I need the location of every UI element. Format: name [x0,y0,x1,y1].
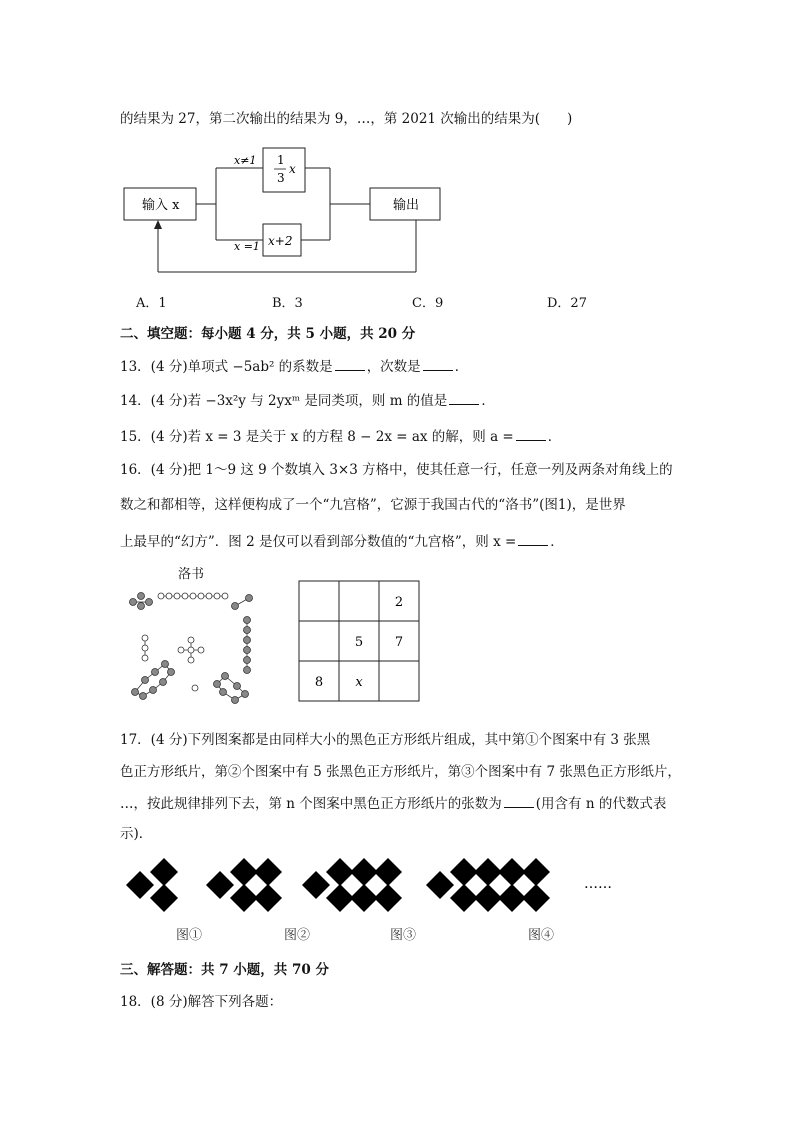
grid-cell-r3c1: 8 [314,675,324,690]
q16-line3 [120,530,564,550]
q17-line4: 示)． [120,826,153,842]
q12-option-d[interactable]: D．27 [547,296,587,311]
figure-label-4: 图④ [528,928,555,943]
flowchart [118,142,448,282]
q15 [120,425,561,445]
figure-label-3: 图③ [390,928,417,943]
flow-bottom-label: x+2 [268,234,293,248]
figure-2 [206,858,282,912]
section2-title: 二、填空题：每小题 4 分，共 5 小题，共 20 分 [120,326,416,342]
q15-text-a: 15．(4 分)若 x = 3 是关于 x 的方程 8 − 2x = ax 的解，则 a = [120,429,514,445]
flow-top-num: 1 [277,153,285,167]
section3-title: 三、解答题：共 7 小题，共 70 分 [120,962,329,978]
q16-blank [518,533,548,546]
q15-text-b: ． [547,429,562,445]
flow-arrowhead [154,220,162,229]
flow-top-den: 3 [277,171,285,185]
flow-output-label: 输出 [393,198,420,213]
patterns-ellipsis: …… [584,876,612,892]
q16-line3-text: 上最早的“幻方”．图 2 是仅可以看到部分数值的“九宫格”，则 x = [120,534,517,550]
q13-text-a: 13．(4 分)单项式 −5ab² 的系数是 [120,359,333,375]
q12-option-c[interactable]: C．9 [412,296,444,311]
grid-cell-r2c2: 5 [354,635,364,650]
q13-text-c: ． [454,359,469,375]
q14 [120,389,495,409]
q16-line1: 16．(4 分)把 1～9 这 9 个数填入 3×3 方格中，使其任意一行，任意一列及两条对角线上的 [120,462,673,478]
q14-blank [449,392,479,405]
q17-line1: 17．(4 分)下列图案都是由同样大小的黑色正方形纸片组成，其中第①个图案中有 3 张黑 [120,732,651,748]
q17-line3-text: …，按此规律排列下去，第 n 个图案中黑色正方形纸片的张数为 [120,796,502,812]
flow-cond-bottom: x =1 [234,240,260,253]
grid-cell-r1c3: 2 [394,595,404,610]
flow-top-var: x [289,162,296,176]
q13-blank-2 [423,358,453,371]
figure-label-1: 图① [176,928,203,943]
figure-label-2: 图② [284,928,311,943]
magic-square-grid [298,580,422,704]
figure-1 [126,858,178,912]
q17-line3-end: (用含有 n 的代数式表 [535,796,667,812]
q12-option-b[interactable]: B．3 [272,296,303,311]
q15-blank [516,428,546,441]
q14-text-a: 14．(4 分)若 −3x²y 与 2yxᵐ 是同类项，则 m 的值是 [120,393,448,409]
q14-text-b: ． [481,393,495,409]
q18: 18．(8 分)解答下列各题： [120,994,283,1010]
q12-text: 的结果为 27，第二次输出的结果为 9，…，第 2021 次输出的结果为( ) [120,111,573,127]
figure-3 [302,858,402,912]
figure-4 [426,858,550,912]
q13 [120,355,468,375]
q16-line2: 数之和都相等，这样便构成了一个“九宫格”，它源于我国古代的“洛书”(图1)，是世界 [120,497,626,513]
q17-line3 [120,792,666,812]
luoshu-figure [125,584,265,709]
q16-line3-end: ． [550,534,564,550]
q12-option-a[interactable]: A．1 [136,296,167,311]
q13-text-b: ，次数是 [366,359,421,375]
q17-blank [504,795,534,808]
grid-cell-r3c2: x [355,675,363,690]
diamond-patterns [118,850,638,922]
q17-line2: 色正方形纸片，第②个图案中有 5 张黑色正方形纸片，第③个图案中有 7 张黑色正方形纸片， [120,764,681,780]
flow-cond-top: x≠1 [234,154,257,167]
q13-blank-1 [335,358,365,371]
luoshu-title: 洛书 [178,567,205,582]
flow-input-label: 输入 x [142,198,180,213]
grid-cell-r2c3: 7 [394,635,404,650]
